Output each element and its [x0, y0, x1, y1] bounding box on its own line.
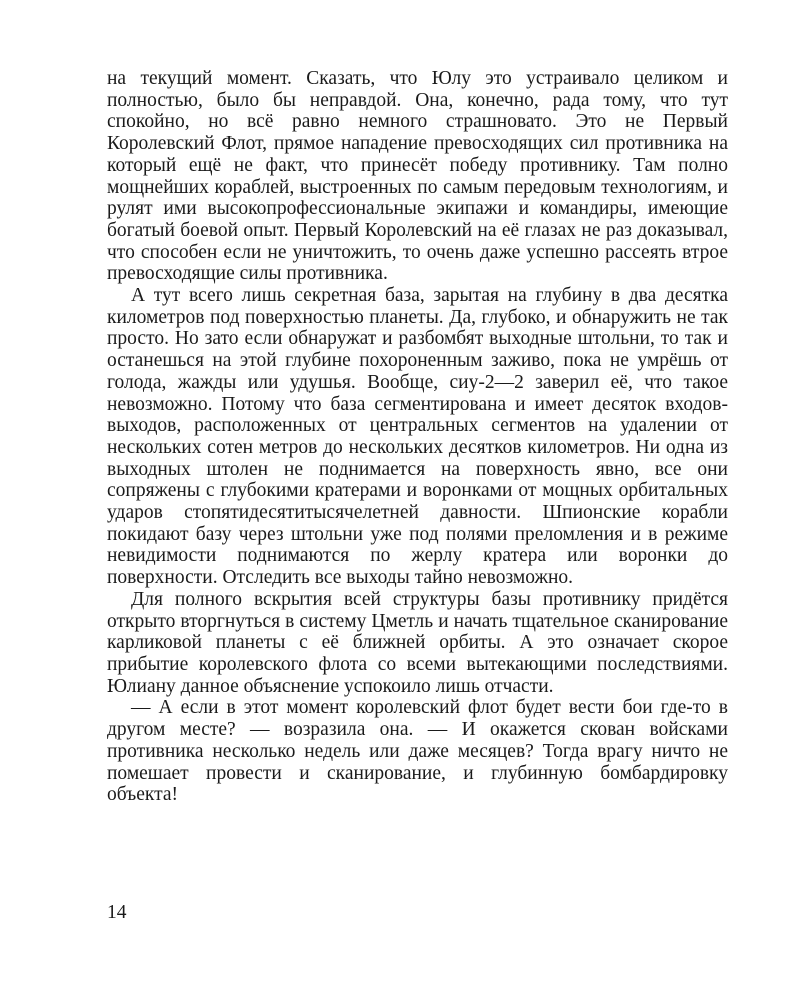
paragraph-4: — А если в этот момент королевский флот будет вести бои где-то в другом месте? — возразила она. — И окажется скован войсками противника несколько недель или даже месяцев? Тогда врагу ничто не помешает провести и сканирование, и глубинную бомбардировку объекта!: [107, 697, 728, 806]
paragraph-2: А тут всего лишь секретная база, зарытая на глубину в два десятка километров под поверхностью планеты. Да, глубоко, и обнаружить не так просто. Но зато если обнаружат и разбомбят выходные штольни, то так и останешься на этой глубине похороненным заживо, пока не умрёшь от голода, жажды или удушья. Вообще, сиу-2—2 заверил её, что такое невозможно. Потому что база сегментирована и имеет десяток входов-выходов, расположенных от центральных сегментов на удалении от нескольких сотен метров до нескольких десятков километров. Ни одна из выходных штолен не поднимается на поверхность явно, все они сопряжены с глубокими кратерами и воронками от мощных орбитальных ударов стопятидесятитысячелетней давности. Шпионские корабли покидают базу через штольни уже под полями преломления и в режиме невидимости поднимаются по жерлу кратера или воронки до поверхности. Отследить все выходы тайно невозможно.: [107, 285, 728, 589]
paragraph-1: на текущий момент. Сказать, что Юлу это устраивало целиком и полностью, было бы неправдой. Она, конечно, рада тому, что тут спокойно, но всё равно немного страшновато. Это не Первый Королевский Флот, прямое нападение превосходящих сил противника на который ещё не факт, что принесёт победу противнику. Там полно мощнейших кораблей, выстроенных по самым передовым технологиям, и рулят ими высокопрофессиональные экипажи и командиры, имеющие богатый боевой опыт. Первый Королевский на её глазах не раз доказывал, что способен если не уничтожить, то очень даже успешно рассеять втрое превосходящие силы противника.: [107, 68, 728, 285]
paragraph-3: Для полного вскрытия всей структуры базы противнику придётся открыто вторгнуться в систему Цметль и начать тщательное сканирование карликовой планеты с её ближней орбиты. А это означает скорое прибытие королевского флота со всеми вытекающими последствиями. Юлиану данное объяснение успокоило лишь отчасти.: [107, 588, 728, 697]
book-page-text: [107, 68, 728, 806]
page-number: 14: [107, 902, 127, 923]
